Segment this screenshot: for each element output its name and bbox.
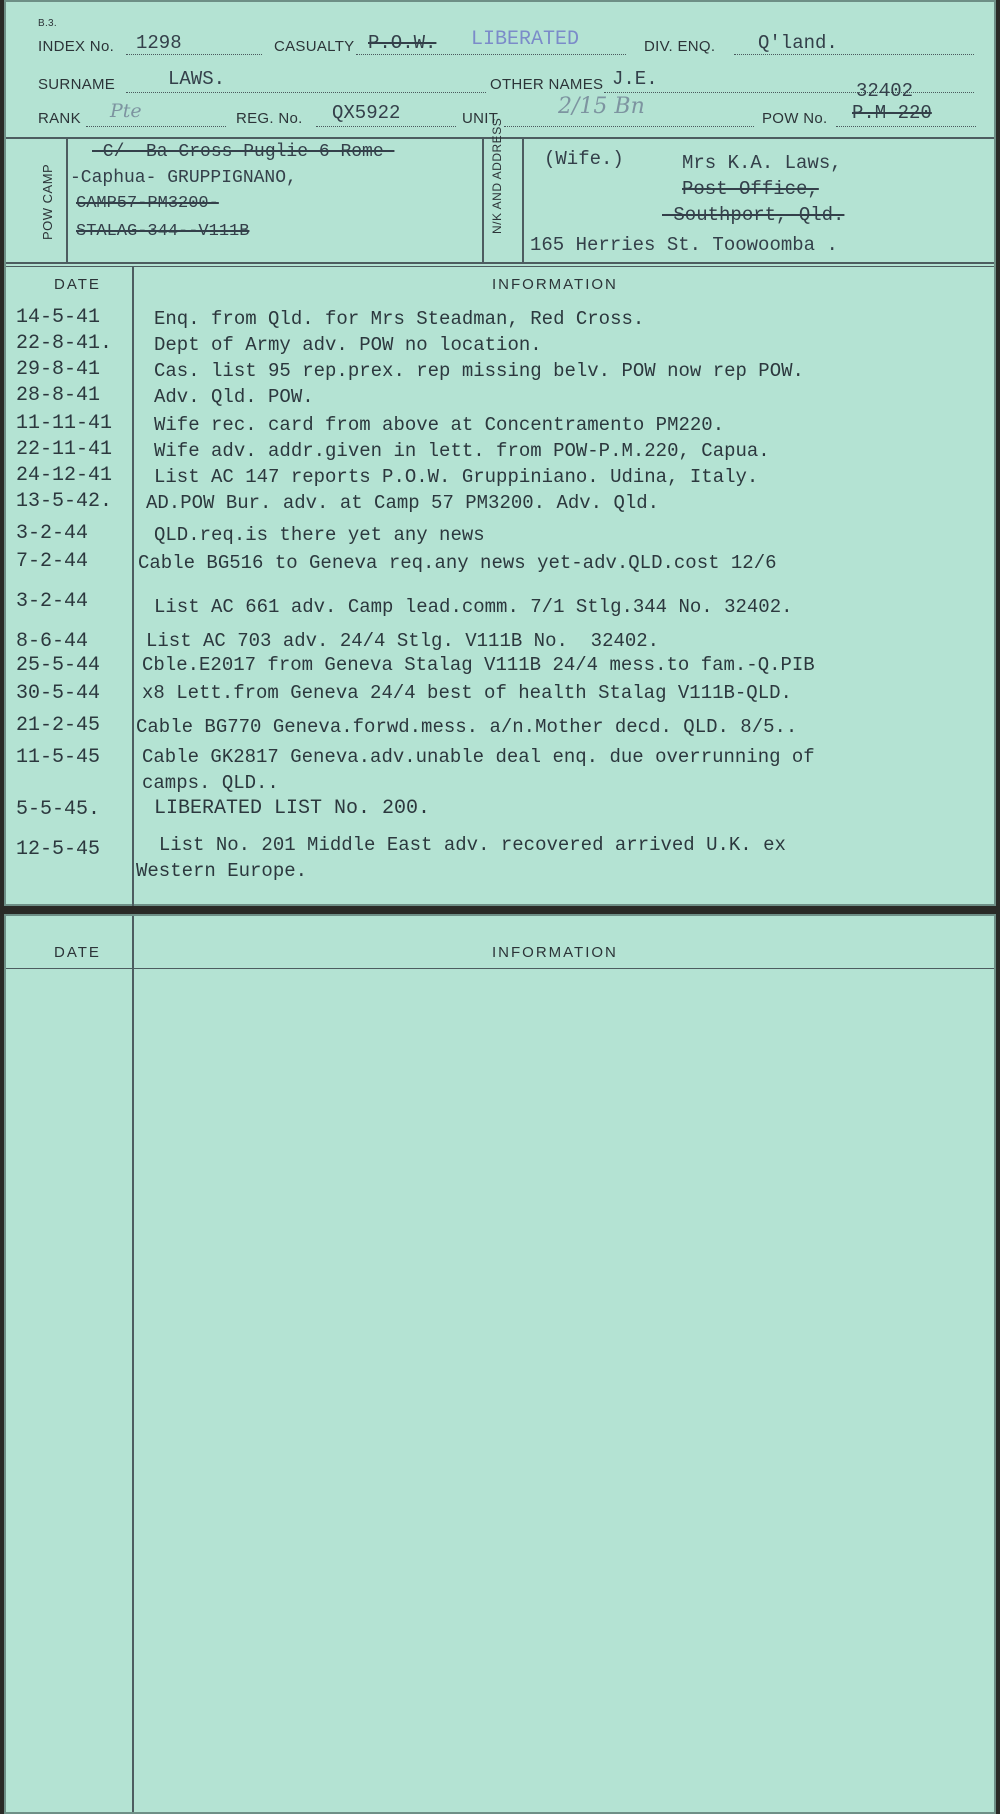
other-names-value: J.E. — [612, 68, 658, 90]
entry-date: 7-2-44 — [16, 550, 89, 573]
reg-no-value: QX5922 — [332, 102, 401, 124]
nk-relation: (Wife.) — [544, 148, 624, 170]
entry-date: 24-12-41 — [16, 464, 113, 487]
nk-address-label: N/K AND ADDRESS — [490, 117, 504, 234]
entry-date: 22-11-41 — [16, 438, 113, 461]
casualty-struck: P.O.W. — [368, 32, 437, 54]
pow-camp-line: -C/--Ba-Cross-Puglie-6-Rome- — [92, 142, 395, 162]
card-front — [4, 0, 996, 906]
nk-address: 165 Herries St. Toowoomba . — [530, 234, 838, 256]
entry-date: 30-5-44 — [16, 682, 101, 705]
pow-camp-line: -Caphua- GRUPPIGNANO, — [70, 168, 297, 188]
entry-info: Cble.E2017 from Geneva Stalag V111B 24/4 mess.to fam.-Q.PIB — [142, 654, 815, 676]
entry-date: 3-2-44 — [16, 522, 89, 545]
entry-date: 29-8-41 — [16, 358, 101, 381]
pow-no-struck: P.M-220 — [852, 102, 932, 124]
index-value: 1298 — [136, 32, 182, 54]
entry-info: x8 Lett.from Geneva 24/4 best of health Stalag V111B-QLD. — [142, 682, 792, 704]
surname-label: SURNAME — [38, 76, 116, 93]
card-back — [4, 914, 996, 1814]
nk-struck-line-1: Post Office, — [682, 178, 819, 200]
entry-date: 13-5-42. — [16, 490, 113, 513]
back-date-header: DATE — [54, 944, 101, 961]
nk-name: Mrs K.A. Laws, — [682, 152, 842, 174]
entry-info: Dept of Army adv. POW no location. — [154, 334, 542, 356]
entry-date: 28-8-41 — [16, 384, 101, 407]
entry-date: 3-2-44 — [16, 590, 89, 613]
nk-struck-line-2: -Southport,-Qld. — [662, 204, 845, 226]
entry-info: AD.POW Bur. adv. at Camp 57 PM3200. Adv. Qld. — [146, 492, 660, 514]
entry-date: 25-5-44 — [16, 654, 101, 677]
entry-info: Cable BG516 to Geneva req.any news yet-adv.QLD.cost 12/6 — [138, 552, 777, 574]
surname-value: LAWS. — [168, 68, 226, 90]
casualty-label: CASUALTY — [274, 38, 355, 55]
entry-info: List AC 147 reports P.O.W. Gruppiniano. Udina, Italy. — [154, 466, 759, 488]
entry-date: 21-2-45 — [16, 714, 101, 737]
entry-info: Wife rec. card from above at Concentramento PM220. — [154, 414, 725, 436]
pow-camp-label: POW CAMP — [40, 163, 55, 240]
entry-info: Cable BG770 Geneva.forwd.mess. a/n.Mother decd. QLD. 8/5.. — [136, 716, 798, 738]
entry-info: List AC 661 adv. Camp lead.comm. 7/1 Stlg.344 No. 32402. — [154, 596, 793, 618]
entry-info: Adv. Qld. POW. — [154, 386, 314, 408]
div-enq-value: Q'land. — [758, 32, 838, 54]
entry-date: 11-11-41 — [16, 412, 113, 435]
information-header: INFORMATION — [492, 276, 618, 293]
entry-date: 5-5-45. — [16, 798, 101, 821]
entry-info: List No. 201 Middle East adv. recovered arrived U.K. ex Western Europe. — [136, 834, 786, 882]
div-enq-label: DIV. ENQ. — [644, 38, 716, 55]
entry-info: Wife adv. addr.given in lett. from POW-P.M.220, Capua. — [154, 440, 770, 462]
index-label: INDEX No. — [38, 38, 115, 55]
pow-camp-line: STALAG-344--V111B — [76, 222, 250, 241]
rank-value: Pte — [110, 100, 142, 122]
unit-label: UNIT — [462, 110, 499, 127]
entry-info: Cable GK2817 Geneva.adv.unable deal enq. due overrunning of camps. QLD.. — [142, 746, 815, 794]
entry-date: 14-5-41 — [16, 306, 101, 329]
rank-label: RANK — [38, 110, 81, 127]
unit-value: 2/15 Bn — [558, 94, 645, 119]
reg-no-label: REG. No. — [236, 110, 303, 127]
pow-camp-line: CAMP57-PM3200- — [76, 194, 219, 213]
form-code: B.3. — [38, 18, 57, 29]
entry-date: 8-6-44 — [16, 630, 89, 653]
entry-info: Enq. from Qld. for Mrs Steadman, Red Cross. — [154, 308, 645, 330]
entry-info: LIBERATED LIST No. 200. — [154, 797, 431, 820]
date-header: DATE — [54, 276, 101, 293]
entry-date: 12-5-45 — [16, 838, 101, 861]
entry-date: 11-5-45 — [16, 746, 101, 769]
pow-no-label: POW No. — [762, 110, 828, 127]
entry-date: 22-8-41. — [16, 332, 113, 355]
casualty-stamp: LIBERATED — [471, 28, 580, 51]
entry-info: QLD.req.is there yet any news — [154, 524, 485, 546]
entry-info: List AC 703 adv. 24/4 Stlg. V111B No. 32402. — [146, 630, 660, 652]
back-information-header: INFORMATION — [492, 944, 618, 961]
other-names-label: OTHER NAMES — [490, 76, 604, 93]
pow-no-new: 32402 — [856, 80, 914, 102]
entry-info: Cas. list 95 rep.prex. rep missing belv. POW now rep POW. — [154, 360, 804, 382]
